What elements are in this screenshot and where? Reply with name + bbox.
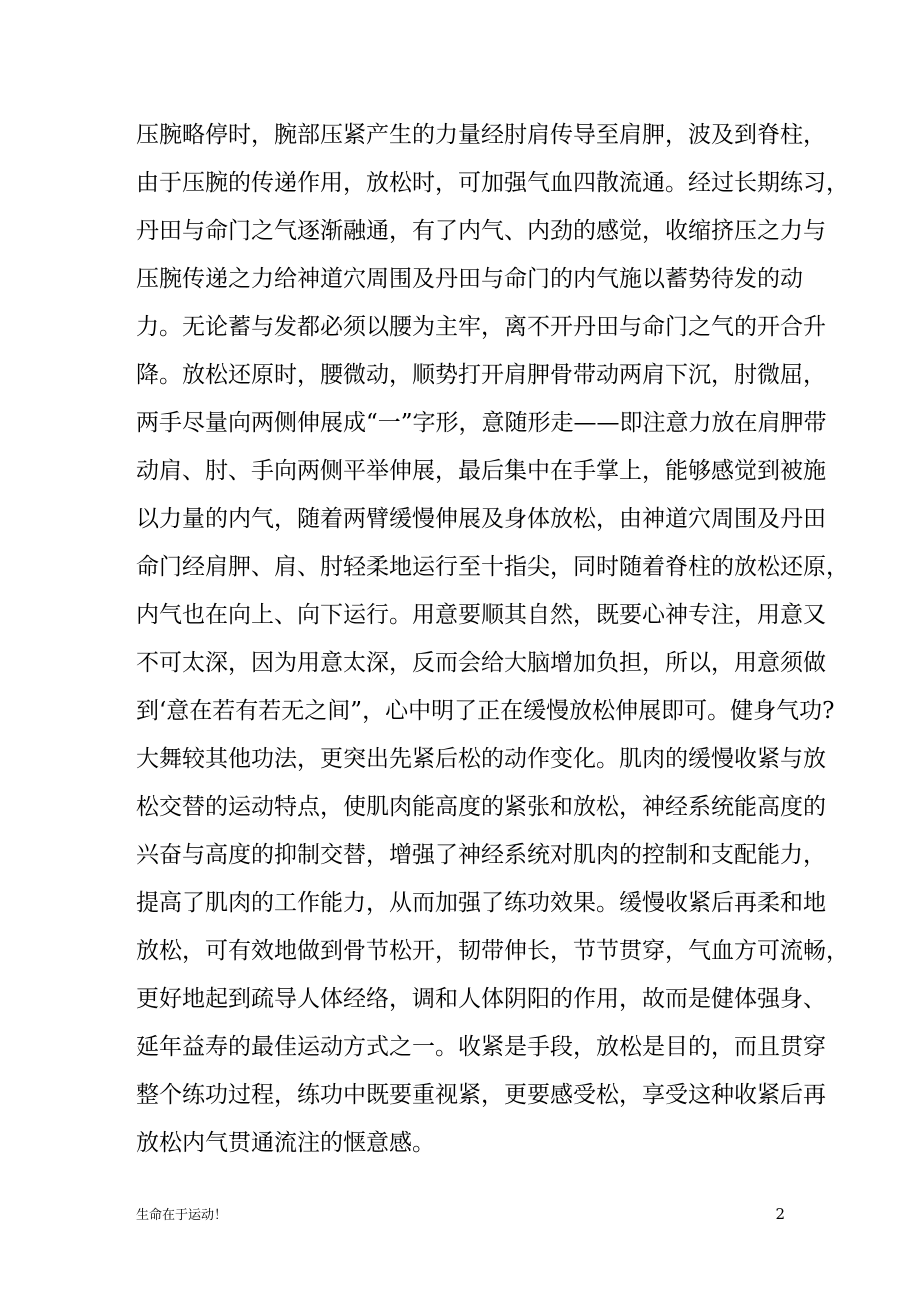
body-text [136,111,849,1167]
text-line: 降。放松还原时，腰微动，顺势打开肩胛骨带动两肩下沉，肘微屈， [136,362,826,388]
text-line: 力。无论蓄与发都必须以腰为主牢，离不开丹田与命门之气的开合升 [136,314,826,340]
text-line: 内气也在向上、向下运行。用意要顺其自然，既要心神专注，用意又 [136,602,826,628]
text-line: 到‘意在若有若无之间”，心中明了正在缓慢放松伸展即可。健身气功? [136,698,835,724]
text-line: 松交替的运动特点，使肌肉能高度的紧张和放松，神经系统能高度的 [136,794,826,820]
text-line: 整个练功过程，练功中既要重视紧，更要感受松，享受这种收紧后再 [136,1082,826,1108]
text-line: 两手尽量向两侧伸展成“一”字形，意随形走——即注意力放在肩胛带 [136,410,827,436]
text-line: 大舞较其他功法，更突出先紧后松的动作变化。肌肉的缓慢收紧与放 [136,746,826,772]
footer-slogan: 生命在于运动！ [136,1208,228,1223]
text-line: 延年益寿的最佳运动方式之一。收紧是手段，放松是目的，而且贯穿 [136,1034,826,1060]
text-line: 压腕传递之力给神道穴周围及丹田与命门的内气施以蓄势待发的动 [136,266,803,292]
text-line: 放松内气贯通流注的惬意感。 [136,1130,435,1156]
text-line: 丹田与命门之气逐渐融通，有了内气、内劲的感觉，收缩挤压之力与 [136,218,826,244]
page-number: 2 [775,1205,785,1223]
text-line: 以力量的内气，随着两臂缓慢伸展及身体放松，由神道穴周围及丹田 [136,506,826,532]
text-line: 不可太深，因为用意太深，反而会给大脑增加负担，所以，用意须做 [136,650,826,676]
text-line: 提高了肌肉的工作能力，从而加强了练功效果。缓慢收紧后再柔和地 [136,890,826,916]
text-line: 压腕略停时，腕部压紧产生的力量经肘肩传导至肩胛，波及到脊柱， [136,122,826,148]
text-line: 更好地起到疏导人体经络，调和人体阴阳的作用，故而是健体强身、 [136,986,826,1012]
text-line: 兴奋与高度的抑制交替，增强了神经系统对肌肉的控制和支配能力， [136,842,826,868]
text-line: 由于压腕的传递作用，放松时，可加强气血四散流通。经过长期练习， [136,170,849,196]
text-line: 动肩、肘、手向两侧平举伸展，最后集中在手掌上，能够感觉到被施 [136,458,826,484]
text-line: 放松，可有效地做到骨节松开，韧带伸长，节节贯穿，气血方可流畅， [136,938,849,964]
text-line: 命门经肩胛、肩、肘轻柔地运行至十指尖，同时随着脊柱的放松还原， [136,554,849,580]
